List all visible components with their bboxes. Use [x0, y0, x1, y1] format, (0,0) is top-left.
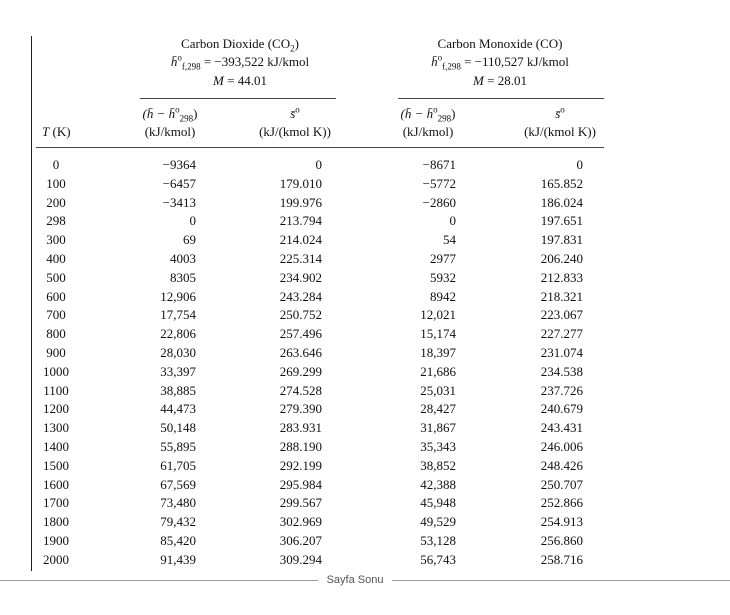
co-entropy-header: [505, 106, 615, 140]
co-enthalpy-cell: 28,427: [420, 401, 456, 417]
co2-enthalpy-cell: 67,569: [160, 476, 196, 492]
co2-entropy-cell: 263.646: [279, 345, 322, 360]
co-entropy-cell: 248.426: [540, 457, 583, 473]
temperature-cell: 298: [46, 213, 66, 229]
left-margin-line: [31, 36, 32, 571]
co-entropy-cell: 223.067: [540, 307, 583, 323]
co-enthalpy-units: (kJ/kmol): [402, 124, 454, 139]
co-entropy-cell: 250.707: [540, 476, 583, 492]
co2-enthalpy-cell: 33,397: [160, 363, 196, 379]
co-entropy-cell: 165.852: [540, 175, 583, 191]
co2-entropy-cell: 234.902: [279, 269, 322, 285]
co-entropy-cell: 218.321: [540, 288, 583, 304]
co-enthalpy-cell: −8671: [422, 157, 456, 172]
co2-entropy-cell: 257.496: [279, 326, 322, 342]
co-entropy-cell: 212.833: [540, 269, 583, 285]
temperature-cell: 900: [46, 345, 66, 360]
co2-enthalpy-cell: 0: [189, 213, 196, 229]
co-entropy-cell: 256.860: [540, 533, 583, 548]
co2-entropy-cell: 295.984: [279, 476, 322, 492]
co2-entropy-cell: 306.207: [279, 533, 322, 548]
co2-enthalpy-cell: 44,473: [160, 401, 196, 417]
co2-enthalpy-cell: 28,030: [160, 345, 196, 360]
co2-entropy-cell: 214.024: [279, 232, 322, 248]
co2-entropy-cell: 179.010: [279, 175, 322, 191]
co-entropy-symbol: s̄$^o$: [555, 104, 565, 121]
temperature-cell: 1000: [43, 363, 69, 379]
co-enthalpy-cell: 45,948: [420, 495, 456, 511]
page-break-line-left: [0, 580, 318, 581]
co-entropy-cell: 234.538: [540, 363, 583, 379]
co-entropy-cell: 237.726: [540, 382, 583, 398]
temperature-cell: 1900: [43, 533, 69, 548]
co-enthalpy-expression: (h̄ − h̄$^o_{298}$): [400, 104, 456, 124]
co2-enthalpy-cell: 61,705: [160, 457, 196, 473]
co2-enthalpy-cell: 69: [183, 232, 196, 248]
co-formation-enthalpy: h̄$^o_{f,298}$ = −110,527 kJ/kmol: [431, 52, 569, 72]
co2-enthalpy-cell: 79,432: [160, 514, 196, 530]
co2-enthalpy-cell: 22,806: [160, 326, 196, 342]
co-enthalpy-cell: 15,174: [420, 326, 456, 342]
co-enthalpy-cell: 54: [443, 232, 456, 248]
co2-enthalpy-cell: 91,439: [160, 551, 196, 567]
co2-header-rule: [140, 98, 336, 99]
co-enthalpy-cell: −5772: [422, 175, 456, 191]
temperature-cell: 100: [46, 175, 66, 191]
co2-entropy-cell: 225.314: [279, 251, 322, 266]
co2-enthalpy-cell: 55,895: [160, 439, 196, 454]
co2-enthalpy-cell: 38,885: [160, 382, 196, 398]
temperature-cell: 2000: [43, 551, 69, 567]
temperature-cell: 700: [46, 307, 66, 323]
co2-entropy-cell: 243.284: [279, 288, 322, 304]
co-enthalpy-cell: 12,021: [420, 307, 456, 323]
co2-enthalpy-cell: 4003: [170, 251, 196, 266]
co2-enthalpy-cell: 50,148: [160, 420, 196, 436]
co-entropy-cell: 254.913: [540, 514, 583, 530]
co2-enthalpy-header: [115, 106, 225, 140]
co-enthalpy-cell: 42,388: [420, 476, 456, 492]
co-entropy-cell: 0: [576, 157, 583, 172]
temperature-cell: 1600: [43, 476, 69, 492]
co-entropy-cell: 246.006: [540, 439, 583, 454]
co2-enthalpy-cell: −9364: [162, 157, 196, 172]
co-molar-mass: M = 28.01: [473, 73, 527, 88]
temperature-cell: 1400: [43, 439, 69, 454]
temperature-cell: 400: [46, 251, 66, 266]
co2-enthalpy-cell: 8305: [170, 269, 196, 285]
co2-entropy-cell: 299.567: [279, 495, 322, 511]
temperature-cell: 1100: [43, 382, 69, 398]
co2-enthalpy-cell: 17,754: [160, 307, 196, 323]
co2-enthalpy-cell: 73,480: [160, 495, 196, 511]
co2-entropy-cell: 279.390: [279, 401, 322, 417]
co2-entropy-cell: 288.190: [279, 439, 322, 454]
co-enthalpy-cell: 18,397: [420, 345, 456, 360]
co-enthalpy-header: [373, 106, 483, 140]
co2-entropy-units: (kJ/(kmol K)): [259, 124, 331, 139]
co-entropy-units: (kJ/(kmol K)): [524, 124, 596, 139]
co-enthalpy-cell: 35,343: [420, 439, 456, 454]
co-enthalpy-cell: −2860: [422, 194, 456, 210]
temperature-cell: 1200: [43, 401, 69, 417]
page-break-label: Sayfa Sonu: [326, 574, 384, 586]
co-entropy-cell: 197.831: [540, 232, 583, 248]
co-entropy-cell: 240.679: [540, 401, 583, 417]
co2-enthalpy-cell: −6457: [162, 175, 196, 191]
co-title: Carbon Monoxide (CO): [437, 36, 563, 51]
temperature-cell: 1500: [43, 457, 69, 473]
co-enthalpy-cell: 31,867: [420, 420, 456, 436]
co2-entropy-cell: 283.931: [279, 420, 322, 436]
temperature-cell: 1300: [43, 420, 69, 436]
co2-title: Carbon Dioxide $(CO_2)$: [181, 36, 299, 54]
co2-enthalpy-cell: 85,420: [160, 533, 196, 548]
co2-enthalpy-units: (kJ/kmol): [144, 124, 196, 139]
co2-entropy-symbol: s̄$^o$: [290, 104, 300, 121]
co-enthalpy-cell: 2977: [430, 251, 456, 266]
co2-entropy-cell: 274.528: [279, 382, 322, 398]
co2-entropy-cell: 309.294: [279, 551, 322, 567]
co2-formation-enthalpy: h̄$^o_{f,298}$ = −393,522 kJ/kmol: [170, 52, 310, 72]
co2-entropy-header: [240, 106, 350, 140]
co2-enthalpy-cell: 12,906: [160, 288, 196, 304]
temperature-cell: 800: [46, 326, 66, 342]
co-enthalpy-cell: 25,031: [420, 382, 456, 398]
temperature-cell: 1800: [43, 514, 69, 530]
co-enthalpy-cell: 49,529: [420, 514, 456, 530]
co-enthalpy-cell: 8942: [430, 288, 456, 304]
temperature-header: T (K): [42, 124, 71, 139]
co2-enthalpy-cell: −3413: [162, 194, 196, 210]
co2-entropy-cell: 0: [315, 157, 322, 172]
co-enthalpy-cell: 21,686: [420, 363, 456, 379]
co2-entropy-cell: 250.752: [279, 307, 322, 323]
page-break-line-right: [392, 580, 730, 581]
co-entropy-cell: 197.651: [540, 213, 583, 229]
co-enthalpy-cell: 56,743: [420, 551, 456, 567]
co-entropy-cell: 243.431: [540, 420, 583, 436]
co-enthalpy-cell: 53,128: [420, 533, 456, 548]
temperature-cell: 500: [46, 269, 66, 285]
co-header-rule: [398, 98, 604, 99]
co2-entropy-cell: 213.794: [279, 213, 322, 229]
co2-entropy-cell: 302.969: [279, 514, 322, 530]
temperature-cell: 200: [46, 194, 66, 210]
temperature-cell: 1700: [43, 495, 69, 511]
co-entropy-cell: 227.277: [540, 326, 583, 342]
co-entropy-cell: 258.716: [540, 551, 583, 567]
co-entropy-cell: 206.240: [540, 251, 583, 266]
co2-entropy-cell: 269.299: [279, 363, 322, 379]
co2-molar-mass: M = 44.01: [213, 73, 267, 88]
temperature-cell: 300: [46, 232, 66, 248]
temperature-cell: 0: [52, 157, 60, 172]
co-entropy-cell: 252.866: [540, 495, 583, 511]
co-enthalpy-cell: 5932: [430, 269, 456, 285]
table-header-rule: [36, 147, 604, 148]
co-entropy-cell: 186.024: [540, 194, 583, 210]
co2-enthalpy-expression: (h̄ − h̄$^o_{298}$): [142, 104, 198, 124]
co2-entropy-cell: 292.199: [279, 457, 322, 473]
co-enthalpy-cell: 38,852: [420, 457, 456, 473]
co-enthalpy-cell: 0: [449, 213, 456, 229]
co2-entropy-cell: 199.976: [279, 194, 322, 210]
co-entropy-cell: 231.074: [540, 345, 583, 360]
temperature-cell: 600: [46, 288, 66, 304]
